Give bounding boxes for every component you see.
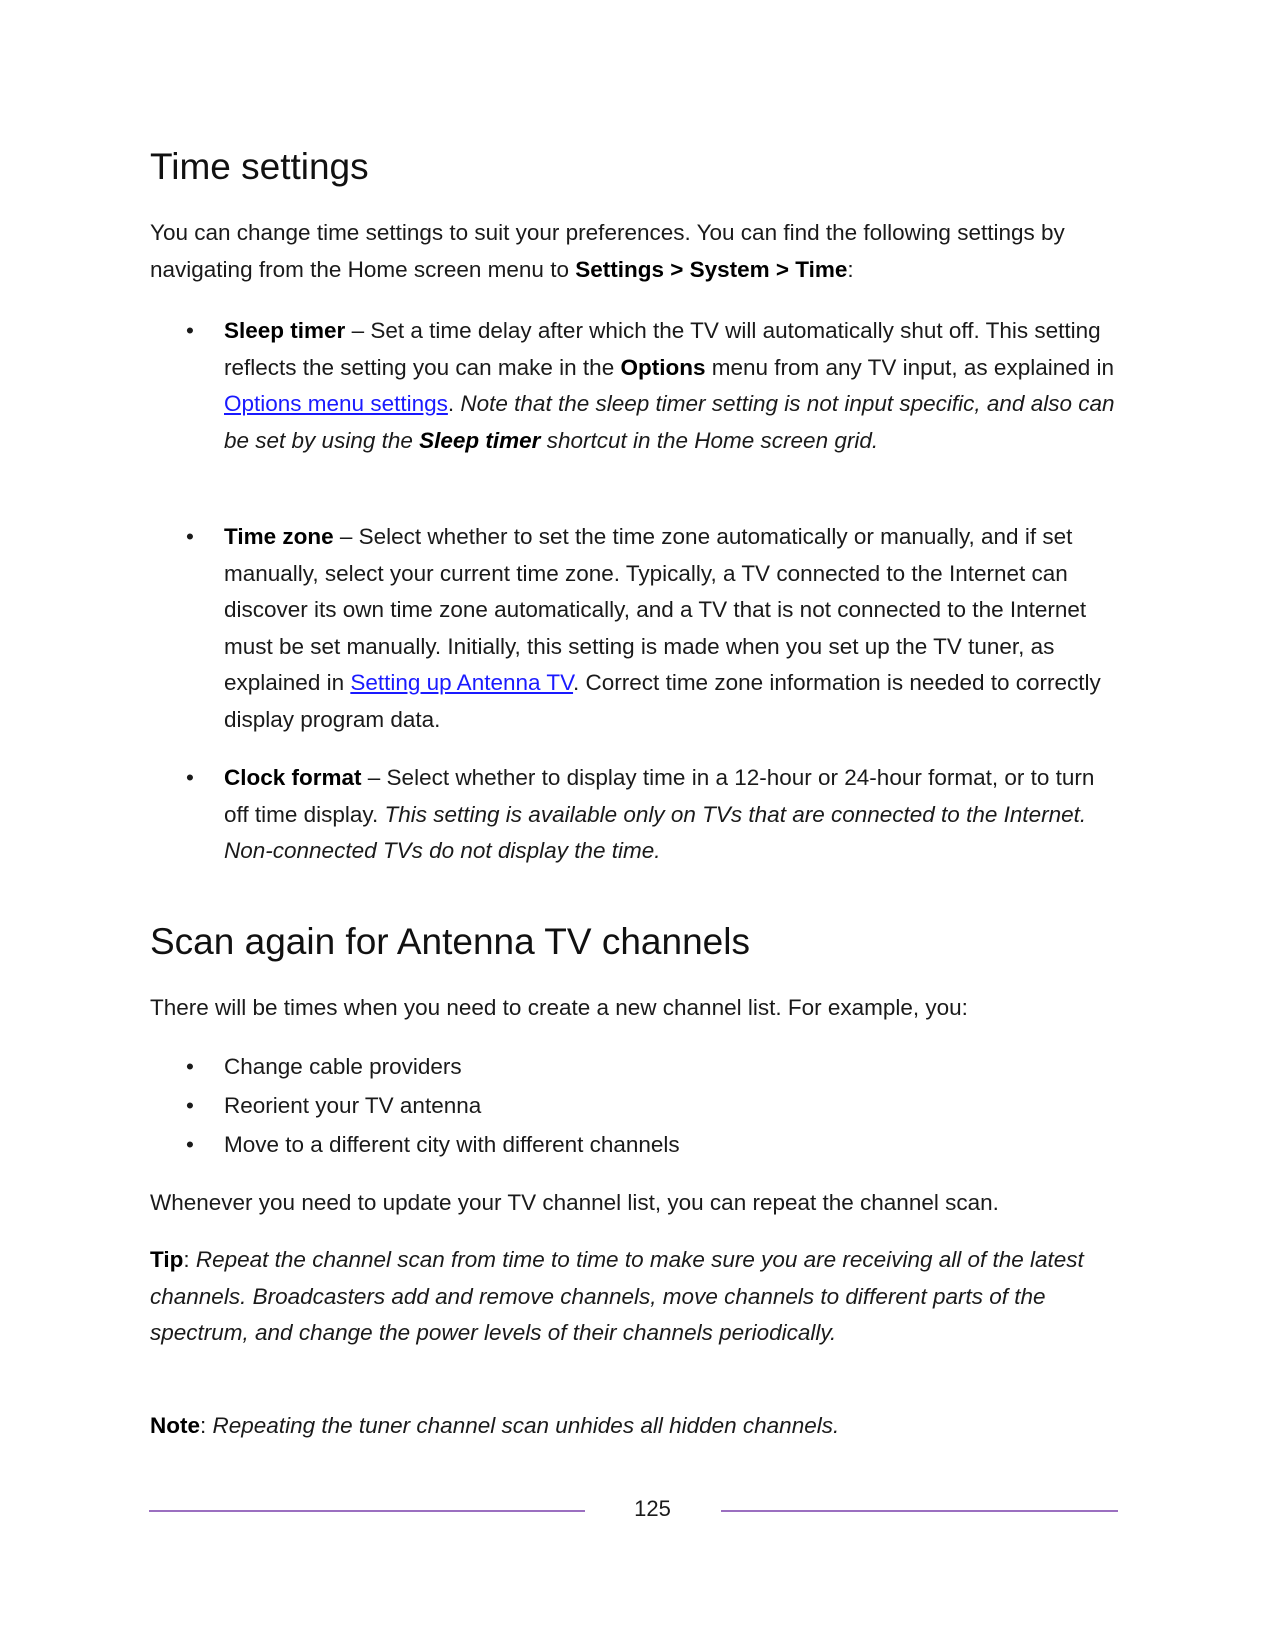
- update-paragraph: Whenever you need to update your TV channel list, you can repeat the channel scan.: [150, 1190, 999, 1215]
- footer-divider-right: [721, 1510, 1118, 1512]
- bullet-icon: •: [186, 765, 194, 790]
- scan-intro: There will be times when you need to create a new channel list. For example, you:: [150, 995, 968, 1020]
- settings-path: Settings > System > Time: [575, 256, 848, 282]
- note-paragraph: Note: Repeating the tuner channel scan unhides all hidden channels.: [150, 1413, 840, 1438]
- tip-paragraph: Tip: Repeat the channel scan from time to time to make sure you are receiving all of the latest channels. Broadcasters add and remove channels, move channels to different parts of the spectrum, and change the power levels of their channels periodically.: [150, 1247, 1084, 1346]
- bullet-time-zone: • Time zone – Select whether to set the time zone automatically or manually, and if set manually, select your current time zone. Typically, a TV connected to the Internet can discover its own time zone automatically, and a TV that is not connected to the Internet must be set manually. Initially, this setting is made when you set up the TV tuner, as explained in Setting up Antenna TV. Correct time zone information is needed to correctly display program data.: [224, 519, 1124, 739]
- bullet-sleep-timer: • Sleep timer – Set a time delay after which the TV will automatically shut off. This setting reflects the setting you can make in the Options menu from any TV input, as explained in Options menu settings. Note that the sleep timer setting is not input specific, and also can be set by using the Sleep timer shortcut in the Home screen grid.: [224, 313, 1124, 459]
- page-number: 125: [634, 1496, 671, 1521]
- heading-time-settings: Time settings: [150, 146, 369, 187]
- list-item: • Reorient your TV antenna: [224, 1088, 1124, 1125]
- intro-paragraph: You can change time settings to suit your preferences. You can find the following settings by navigating from the Home screen menu to Settings > System > Time:: [150, 220, 1065, 282]
- list-item: • Move to a different city with different channels: [224, 1127, 1124, 1164]
- footer-divider-left: [149, 1510, 585, 1512]
- list-item: • Change cable providers: [224, 1049, 1124, 1086]
- heading-scan-again: Scan again for Antenna TV channels: [150, 921, 750, 962]
- bullet-icon: •: [186, 524, 194, 549]
- bullet-icon: •: [186, 318, 194, 343]
- bullet-icon: •: [186, 1054, 194, 1079]
- link-setting-up-antenna-tv[interactable]: Setting up Antenna TV: [350, 670, 574, 696]
- bullet-icon: •: [186, 1093, 194, 1118]
- bullet-clock-format: • Clock format – Select whether to display time in a 12-hour or 24-hour format, or to turn off time display. This setting is available only on TVs that are connected to the Internet. Non-connected TVs do not display the time.: [224, 760, 1124, 870]
- link-options-menu-settings[interactable]: Options menu settings: [224, 391, 448, 417]
- bullet-icon: •: [186, 1132, 194, 1157]
